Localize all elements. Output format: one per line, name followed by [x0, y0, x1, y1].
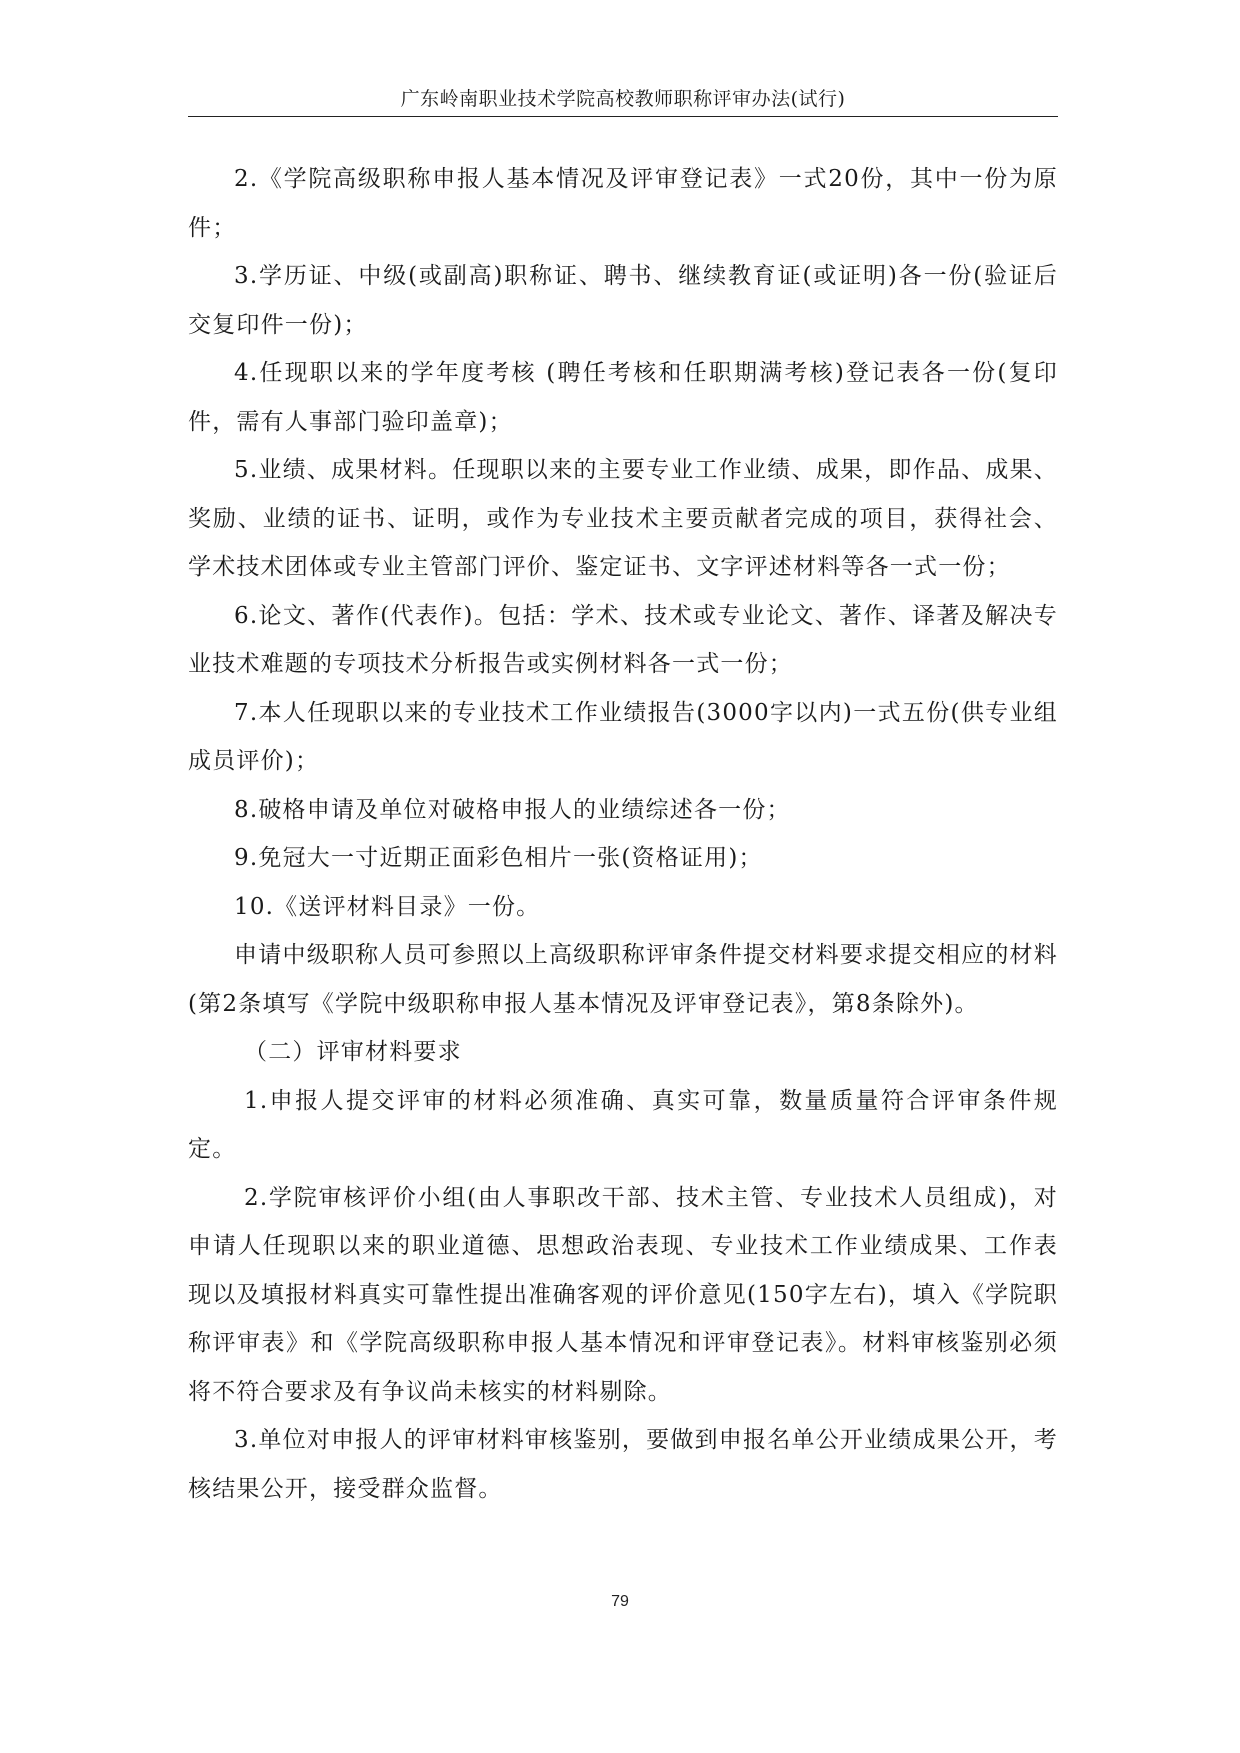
paragraph-item-5: 5.业绩、成果材料。任现职以来的主要专业工作业绩、成果，即作品、成果、奖励、业绩的证书、证明，或作为专业技术主要贡献者完成的项目，获得社会、学术技术团体或专业主管部门评价、鉴定证书、文字评述材料等各一式一份；	[188, 457, 1058, 580]
paragraph-requirement-3: 3.单位对申报人的评审材料审核鉴别，要做到申报名单公开业绩成果公开，考核结果公开，接受群众监督。	[188, 1427, 1058, 1502]
paragraph-item-4: 4.任现职以来的学年度考核 (聘任考核和任职期满考核)登记表各一份(复印件，需有人事部门验印盖章)；	[188, 360, 1058, 435]
body-text	[188, 155, 1058, 1513]
paragraph-item-6: 6.论文、著作(代表作)。包括：学术、技术或专业论文、著作、译著及解决专业技术难题的专项技术分析报告或实例材料各一式一份；	[188, 602, 1058, 677]
paragraph-requirement-1: 1.申报人提交评审的材料必须准确、真实可靠，数量质量符合评审条件规定。	[188, 1087, 1058, 1162]
running-header: 广东岭南职业技术学院高校教师职称评审办法(试行)	[400, 88, 846, 110]
page-number: 79	[611, 1593, 629, 1610]
paragraph-item-9: 9.免冠大一寸近期正面彩色相片一张(资格证用)；	[234, 845, 763, 871]
section-heading-review-requirements: （二）评审材料要求	[244, 1039, 462, 1065]
paragraph-item-10: 10.《送评材料目录》一份。	[234, 893, 541, 920]
paragraph-item-7: 7.本人任现职以来的专业技术工作业绩报告(3000字以内)一式五份(供专业组成员评价)；	[188, 699, 1058, 774]
paragraph-item-8: 8.破格申请及单位对破格申报人的业绩综述各一份；	[234, 796, 791, 823]
paragraph-item-2: 2.《学院高级职称申报人基本情况及评审登记表》一式20份，其中一份为原件；	[188, 166, 1058, 241]
paragraph-item-3: 3.学历证、中级(或副高)职称证、聘书、继续教育证(或证明)各一份(验证后交复印件一份)；	[188, 263, 1058, 338]
header-rule	[188, 116, 1058, 117]
paragraph-requirement-2: 2.学院审核评价小组(由人事职改干部、技术主管、专业技术人员组成)，对申请人任现职以来的职业道德、思想政治表现、专业技术工作业绩成果、工作表现以及填报材料真实可靠性提出准确客观的评价意见(150字左右)，填入《学院职称评审表》和《学院高级职称申报人基本情况和评审登记表》。材料审核鉴别必须将不符合要求及有争议尚未核实的材料剔除。	[188, 1184, 1058, 1405]
paragraph-mid-level-note: 申请中级职称人员可参照以上高级职称评审条件提交材料要求提交相应的材料(第2条填写《学院中级职称申报人基本情况及评审登记表》，第8条除外)。	[188, 942, 1058, 1017]
